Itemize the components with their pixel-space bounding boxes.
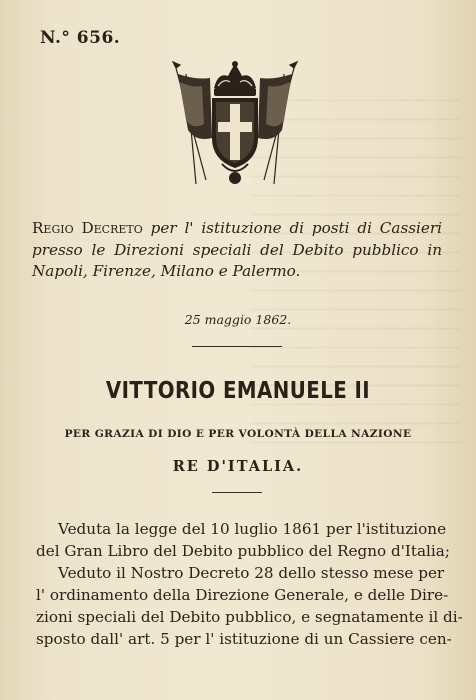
decree-date: 25 maggio 1862. — [184, 312, 292, 327]
decree-title — [32, 218, 442, 283]
body-line-1: Veduta la legge del 10 luglio 1861 per l'istituzione — [58, 520, 447, 538]
savoy-coat-of-arms-icon — [166, 60, 304, 192]
divider-small — [212, 492, 262, 493]
body-line-4: l' ordinamento della Direzione Generale, e delle Dire- — [36, 586, 449, 604]
grace-line: PER GRAZIA DI DIO E PER VOLONTÀ DELLA NAZIONE — [64, 428, 412, 440]
title-line-3: Napoli, Firenze, Milano e Palermo. — [32, 262, 301, 280]
decree-body — [36, 518, 463, 650]
divider — [192, 346, 282, 347]
body-line-3: Veduto il Nostro Decreto 28 dello stesso mese per — [58, 564, 445, 582]
title-lead: Regio Decreto — [32, 219, 143, 237]
body-line-5: zioni speciali del Debito pubblico, e segnatamente il di- — [36, 608, 463, 626]
king-title: RE D'ITALIA. — [172, 458, 304, 475]
title-line-2: presso le Direzioni speciali del Debito pubblico in — [32, 240, 442, 259]
body-line-6: sposto dall' art. 5 per l' istituzione di un Cassiere cen- — [36, 630, 452, 648]
decree-number: N.° 656. — [40, 28, 121, 48]
body-line-2: del Gran Libro del Debito pubblico del Regno d'Italia; — [36, 542, 450, 560]
title-line-1: per l' istituzione di posti di Cassieri — [150, 219, 443, 237]
king-name: VITTORIO EMANUELE II — [105, 378, 371, 404]
